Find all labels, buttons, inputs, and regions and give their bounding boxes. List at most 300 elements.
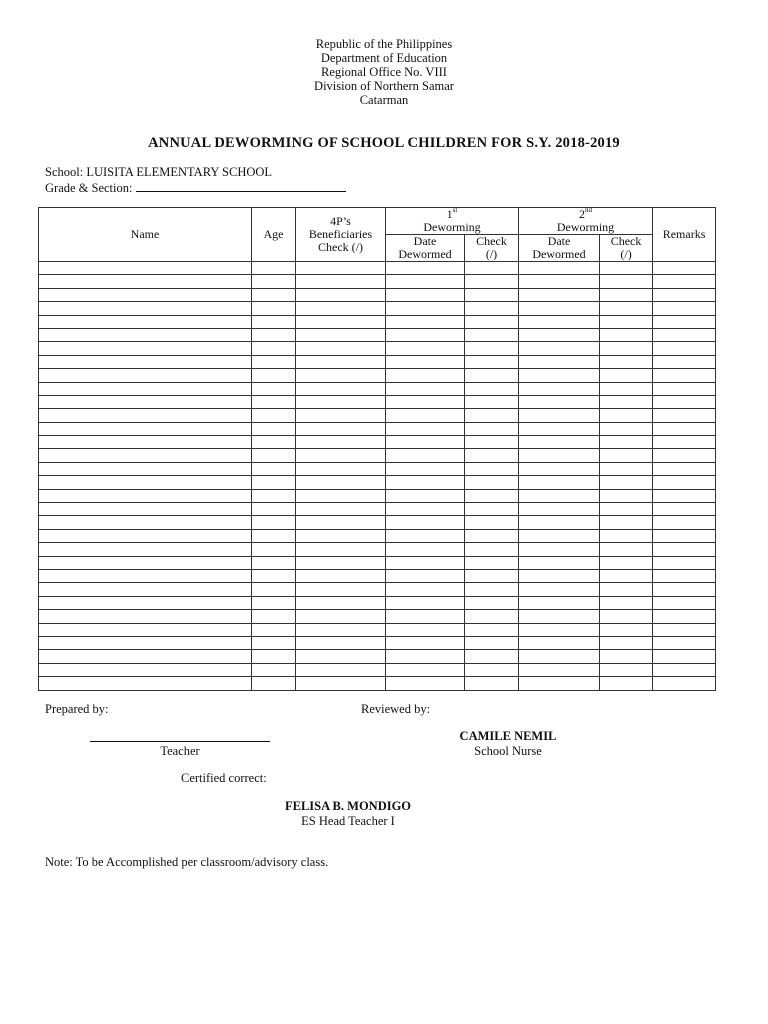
col-4ps-line2: Beneficiaries — [308, 227, 373, 241]
table-cell[interactable] — [519, 315, 600, 328]
table-cell[interactable] — [296, 342, 386, 355]
table-cell[interactable] — [296, 569, 386, 582]
table-cell[interactable] — [386, 328, 465, 341]
table-cell[interactable] — [386, 275, 465, 288]
table-cell[interactable] — [296, 302, 386, 315]
table-cell[interactable] — [386, 516, 465, 529]
first-date-dewormed-header — [386, 235, 465, 262]
table-cell[interactable] — [386, 302, 465, 315]
table-cell[interactable] — [653, 663, 716, 676]
table-cell[interactable] — [600, 476, 653, 489]
table-cell[interactable] — [386, 449, 465, 462]
table-cell[interactable] — [252, 315, 296, 328]
table-cell[interactable] — [296, 650, 386, 663]
table-cell[interactable] — [600, 302, 653, 315]
table-cell[interactable] — [39, 650, 252, 663]
table-cell[interactable] — [519, 369, 600, 382]
table-cell[interactable] — [386, 262, 465, 275]
table-cell[interactable] — [600, 663, 653, 676]
first-check-header — [465, 235, 519, 262]
table-cell[interactable] — [39, 409, 252, 422]
table-cell[interactable] — [252, 610, 296, 623]
table-cell[interactable] — [296, 636, 386, 649]
table-cell[interactable] — [465, 262, 519, 275]
table-cell[interactable] — [39, 677, 252, 690]
table-cell[interactable] — [386, 436, 465, 449]
table-cell[interactable] — [465, 462, 519, 475]
table-cell[interactable] — [519, 462, 600, 475]
table-cell[interactable] — [465, 503, 519, 516]
table-cell[interactable] — [465, 275, 519, 288]
table-cell[interactable] — [296, 529, 386, 542]
table-cell[interactable] — [386, 503, 465, 516]
table-cell[interactable] — [252, 476, 296, 489]
table-cell[interactable] — [386, 476, 465, 489]
table-cell[interactable] — [252, 636, 296, 649]
table-cell[interactable] — [296, 328, 386, 341]
teacher-label: Teacher — [160, 744, 200, 758]
table-cell[interactable] — [600, 677, 653, 690]
table-cell[interactable] — [600, 288, 653, 301]
table-cell[interactable] — [386, 395, 465, 408]
table-cell[interactable] — [252, 262, 296, 275]
table-row — [39, 302, 716, 315]
table-cell[interactable] — [519, 596, 600, 609]
table-cell[interactable] — [653, 503, 716, 516]
teacher-signature-line[interactable] — [90, 741, 270, 742]
table-cell[interactable] — [39, 596, 252, 609]
table-cell[interactable] — [519, 636, 600, 649]
table-cell[interactable] — [252, 395, 296, 408]
table-cell[interactable] — [600, 636, 653, 649]
table-cell[interactable] — [386, 489, 465, 502]
table-cell[interactable] — [653, 288, 716, 301]
table-cell[interactable] — [465, 342, 519, 355]
table-cell[interactable] — [600, 503, 653, 516]
table-cell[interactable] — [519, 302, 600, 315]
table-cell[interactable] — [39, 583, 252, 596]
col-4ps-header — [296, 208, 386, 262]
table-cell[interactable] — [39, 503, 252, 516]
table-cell[interactable] — [296, 449, 386, 462]
table-cell[interactable] — [519, 610, 600, 623]
table-cell[interactable] — [296, 315, 386, 328]
second-check-header — [600, 235, 653, 262]
table-cell[interactable] — [386, 422, 465, 435]
table-cell[interactable] — [296, 382, 386, 395]
letterhead-line: Regional Office No. VIII — [321, 65, 447, 79]
table-cell[interactable] — [252, 543, 296, 556]
table-cell[interactable] — [600, 529, 653, 542]
table-cell[interactable] — [39, 355, 252, 368]
table-cell[interactable] — [600, 462, 653, 475]
table-cell[interactable] — [465, 636, 519, 649]
table-cell[interactable] — [465, 315, 519, 328]
table-cell[interactable] — [39, 422, 252, 435]
table-cell[interactable] — [465, 328, 519, 341]
table-cell[interactable] — [519, 583, 600, 596]
table-cell[interactable] — [252, 409, 296, 422]
table-cell[interactable] — [465, 395, 519, 408]
table-cell[interactable] — [653, 315, 716, 328]
school-name: LUISITA ELEMENTARY SCHOOL — [86, 165, 273, 179]
table-cell[interactable] — [653, 569, 716, 582]
table-row — [39, 677, 716, 690]
table-cell[interactable] — [39, 569, 252, 582]
table-cell[interactable] — [519, 529, 600, 542]
table-cell[interactable] — [386, 677, 465, 690]
table-cell[interactable] — [519, 436, 600, 449]
table-cell[interactable] — [653, 449, 716, 462]
table-cell[interactable] — [386, 623, 465, 636]
table-cell[interactable] — [39, 516, 252, 529]
table-cell[interactable] — [252, 569, 296, 582]
table-cell[interactable] — [252, 302, 296, 315]
grade-section-label: Grade & Section: — [45, 181, 133, 195]
table-cell[interactable] — [296, 556, 386, 569]
table-cell[interactable] — [653, 369, 716, 382]
table-cell[interactable] — [653, 677, 716, 690]
table-cell[interactable] — [296, 677, 386, 690]
table-cell[interactable] — [600, 449, 653, 462]
table-cell[interactable] — [465, 663, 519, 676]
school-line — [45, 165, 272, 179]
table-cell[interactable] — [600, 623, 653, 636]
table-cell[interactable] — [296, 583, 386, 596]
table-cell[interactable] — [653, 636, 716, 649]
table-body — [39, 262, 716, 691]
date-label: Date — [413, 234, 437, 248]
table-cell[interactable] — [252, 503, 296, 516]
table-row — [39, 422, 716, 435]
table-cell[interactable] — [296, 610, 386, 623]
table-cell[interactable] — [600, 422, 653, 435]
table-cell[interactable] — [252, 462, 296, 475]
table-cell[interactable] — [465, 529, 519, 542]
table-cell[interactable] — [296, 462, 386, 475]
table-cell[interactable] — [39, 302, 252, 315]
table-cell[interactable] — [465, 302, 519, 315]
table-cell[interactable] — [600, 489, 653, 502]
table-cell[interactable] — [386, 556, 465, 569]
table-cell[interactable] — [252, 449, 296, 462]
table-cell[interactable] — [519, 556, 600, 569]
table-cell[interactable] — [653, 543, 716, 556]
table-cell[interactable] — [653, 275, 716, 288]
table-cell[interactable] — [39, 476, 252, 489]
table-cell[interactable] — [39, 395, 252, 408]
table-cell[interactable] — [653, 436, 716, 449]
table-cell[interactable] — [386, 663, 465, 676]
table-cell[interactable] — [653, 462, 716, 475]
table-cell[interactable] — [519, 275, 600, 288]
table-cell[interactable] — [519, 395, 600, 408]
table-cell[interactable] — [252, 596, 296, 609]
table-cell[interactable] — [519, 623, 600, 636]
table-row — [39, 610, 716, 623]
table-cell[interactable] — [653, 583, 716, 596]
table-cell[interactable] — [296, 503, 386, 516]
table-cell[interactable] — [600, 436, 653, 449]
table-cell[interactable] — [296, 543, 386, 556]
table-cell[interactable] — [252, 529, 296, 542]
table-row — [39, 328, 716, 341]
table-cell[interactable] — [39, 489, 252, 502]
table-cell[interactable] — [296, 355, 386, 368]
table-cell[interactable] — [296, 369, 386, 382]
table-cell[interactable] — [252, 583, 296, 596]
table-cell[interactable] — [465, 382, 519, 395]
table-row — [39, 462, 716, 475]
table-cell[interactable] — [600, 569, 653, 582]
table-cell[interactable] — [386, 288, 465, 301]
table-cell[interactable] — [386, 569, 465, 582]
table-cell[interactable] — [519, 663, 600, 676]
table-cell[interactable] — [252, 436, 296, 449]
table-cell[interactable] — [465, 583, 519, 596]
table-cell[interactable] — [653, 422, 716, 435]
head-teacher-title: ES Head Teacher I — [301, 814, 395, 828]
table-cell[interactable] — [465, 543, 519, 556]
table-cell[interactable] — [39, 315, 252, 328]
table-cell[interactable] — [252, 275, 296, 288]
table-cell[interactable] — [600, 596, 653, 609]
table-cell[interactable] — [519, 422, 600, 435]
table-cell[interactable] — [465, 489, 519, 502]
table-cell[interactable] — [519, 355, 600, 368]
table-cell[interactable] — [600, 556, 653, 569]
table-cell[interactable] — [519, 288, 600, 301]
table-cell[interactable] — [296, 436, 386, 449]
table-cell[interactable] — [519, 449, 600, 462]
table-cell[interactable] — [653, 476, 716, 489]
table-cell[interactable] — [600, 543, 653, 556]
table-cell[interactable] — [519, 342, 600, 355]
table-cell[interactable] — [386, 355, 465, 368]
table-cell[interactable] — [252, 342, 296, 355]
table-cell[interactable] — [386, 650, 465, 663]
table-cell[interactable] — [296, 262, 386, 275]
table-cell[interactable] — [519, 516, 600, 529]
table-cell[interactable] — [653, 328, 716, 341]
table-cell[interactable] — [465, 288, 519, 301]
table-cell[interactable] — [653, 355, 716, 368]
second-deworming-header — [519, 208, 653, 235]
table-cell[interactable] — [39, 663, 252, 676]
table-cell[interactable] — [39, 543, 252, 556]
table-cell[interactable] — [296, 476, 386, 489]
table-cell[interactable] — [600, 328, 653, 341]
table-cell[interactable] — [386, 342, 465, 355]
table-cell[interactable] — [386, 369, 465, 382]
table-cell[interactable] — [386, 610, 465, 623]
table-cell[interactable] — [653, 650, 716, 663]
table-cell[interactable] — [252, 663, 296, 676]
table-cell[interactable] — [519, 503, 600, 516]
letterhead-line: Division of Northern Samar — [314, 79, 454, 93]
second-date-dewormed-header — [519, 235, 600, 262]
reviewed-by-label: Reviewed by: — [361, 702, 431, 716]
table-cell[interactable] — [252, 489, 296, 502]
check-mark-label: (/) — [485, 247, 498, 261]
table-cell[interactable] — [296, 596, 386, 609]
deworming-table — [38, 207, 716, 691]
table-row — [39, 369, 716, 382]
table-cell[interactable] — [252, 422, 296, 435]
table-cell[interactable] — [653, 342, 716, 355]
table-cell[interactable] — [39, 623, 252, 636]
table-cell[interactable] — [465, 596, 519, 609]
table-row — [39, 543, 716, 556]
table-cell[interactable] — [600, 409, 653, 422]
table-cell[interactable] — [252, 369, 296, 382]
table-cell[interactable] — [296, 275, 386, 288]
table-cell[interactable] — [653, 382, 716, 395]
table-cell[interactable] — [465, 476, 519, 489]
table-cell[interactable] — [386, 543, 465, 556]
table-cell[interactable] — [465, 556, 519, 569]
table-row — [39, 650, 716, 663]
table-cell[interactable] — [296, 623, 386, 636]
table-cell[interactable] — [465, 516, 519, 529]
table-cell[interactable] — [296, 395, 386, 408]
table-cell[interactable] — [519, 382, 600, 395]
table-row — [39, 315, 716, 328]
dewormed-label: Dewormed — [398, 247, 452, 261]
table-cell[interactable] — [600, 342, 653, 355]
head-teacher-name: FELISA B. MONDIGO — [284, 799, 412, 813]
table-cell[interactable] — [519, 569, 600, 582]
table-cell[interactable] — [519, 262, 600, 275]
table-cell[interactable] — [39, 636, 252, 649]
table-cell[interactable] — [252, 355, 296, 368]
table-cell[interactable] — [252, 556, 296, 569]
table-cell[interactable] — [465, 369, 519, 382]
table-cell[interactable] — [296, 663, 386, 676]
table-cell[interactable] — [465, 610, 519, 623]
table-cell[interactable] — [600, 355, 653, 368]
letterhead-line: Catarman — [359, 93, 409, 107]
table-cell[interactable] — [600, 382, 653, 395]
table-cell[interactable] — [519, 328, 600, 341]
table-cell[interactable] — [296, 422, 386, 435]
table-cell[interactable] — [39, 262, 252, 275]
table-cell[interactable] — [39, 449, 252, 462]
first-sup: st — [452, 206, 458, 214]
table-cell[interactable] — [296, 409, 386, 422]
table-cell[interactable] — [465, 436, 519, 449]
table-cell[interactable] — [39, 382, 252, 395]
table-cell[interactable] — [386, 596, 465, 609]
table-row — [39, 355, 716, 368]
table-cell[interactable] — [39, 529, 252, 542]
table-cell[interactable] — [39, 436, 252, 449]
table-row — [39, 583, 716, 596]
table-cell[interactable] — [653, 489, 716, 502]
table-cell[interactable] — [386, 409, 465, 422]
table-cell[interactable] — [653, 516, 716, 529]
table-cell[interactable] — [386, 462, 465, 475]
table-cell[interactable] — [39, 610, 252, 623]
table-row — [39, 636, 716, 649]
table-cell[interactable] — [252, 623, 296, 636]
school-label: School: — [45, 165, 84, 179]
letterhead-line: Republic of the Philippines — [315, 37, 453, 51]
table-cell[interactable] — [600, 516, 653, 529]
table-cell[interactable] — [39, 462, 252, 475]
table-cell[interactable] — [465, 409, 519, 422]
table-cell[interactable] — [252, 288, 296, 301]
table-cell[interactable] — [465, 355, 519, 368]
table-cell[interactable] — [653, 623, 716, 636]
table-cell[interactable] — [519, 489, 600, 502]
table-cell[interactable] — [386, 583, 465, 596]
table-cell[interactable] — [296, 489, 386, 502]
table-cell[interactable] — [465, 677, 519, 690]
table-cell[interactable] — [600, 610, 653, 623]
table-cell[interactable] — [39, 369, 252, 382]
table-cell[interactable] — [39, 288, 252, 301]
table-row — [39, 288, 716, 301]
table-cell[interactable] — [653, 395, 716, 408]
first-deworming-label: Deworming — [423, 220, 481, 234]
check-mark-label: (/) — [620, 247, 632, 261]
table-cell[interactable] — [600, 315, 653, 328]
table-cell[interactable] — [465, 650, 519, 663]
table-cell[interactable] — [519, 476, 600, 489]
table-cell[interactable] — [600, 275, 653, 288]
table-cell[interactable] — [39, 328, 252, 341]
table-cell[interactable] — [519, 409, 600, 422]
table-cell[interactable] — [653, 529, 716, 542]
table-cell[interactable] — [519, 543, 600, 556]
table-cell[interactable] — [296, 516, 386, 529]
table-cell[interactable] — [296, 288, 386, 301]
table-cell[interactable] — [386, 636, 465, 649]
second-deworming-label: Deworming — [556, 220, 615, 234]
table-cell[interactable] — [252, 328, 296, 341]
table-cell[interactable] — [386, 315, 465, 328]
table-cell[interactable] — [653, 409, 716, 422]
table-cell[interactable] — [252, 677, 296, 690]
table-cell[interactable] — [600, 583, 653, 596]
table-cell[interactable] — [519, 677, 600, 690]
table-cell[interactable] — [465, 449, 519, 462]
table-cell[interactable] — [386, 382, 465, 395]
table-cell[interactable] — [465, 422, 519, 435]
table-cell[interactable] — [39, 556, 252, 569]
table-cell[interactable] — [653, 262, 716, 275]
table-cell[interactable] — [465, 623, 519, 636]
table-cell[interactable] — [653, 556, 716, 569]
table-cell[interactable] — [39, 342, 252, 355]
table-cell[interactable] — [252, 382, 296, 395]
table-cell[interactable] — [600, 650, 653, 663]
table-cell[interactable] — [653, 596, 716, 609]
table-cell[interactable] — [600, 395, 653, 408]
table-cell[interactable] — [252, 516, 296, 529]
table-cell[interactable] — [600, 262, 653, 275]
table-cell[interactable] — [386, 529, 465, 542]
table-cell[interactable] — [653, 610, 716, 623]
table-cell[interactable] — [600, 369, 653, 382]
table-cell[interactable] — [519, 650, 600, 663]
table-cell[interactable] — [653, 302, 716, 315]
table-cell[interactable] — [252, 650, 296, 663]
table-cell[interactable] — [465, 569, 519, 582]
table-cell[interactable] — [39, 275, 252, 288]
grade-section-blank[interactable] — [136, 179, 346, 192]
